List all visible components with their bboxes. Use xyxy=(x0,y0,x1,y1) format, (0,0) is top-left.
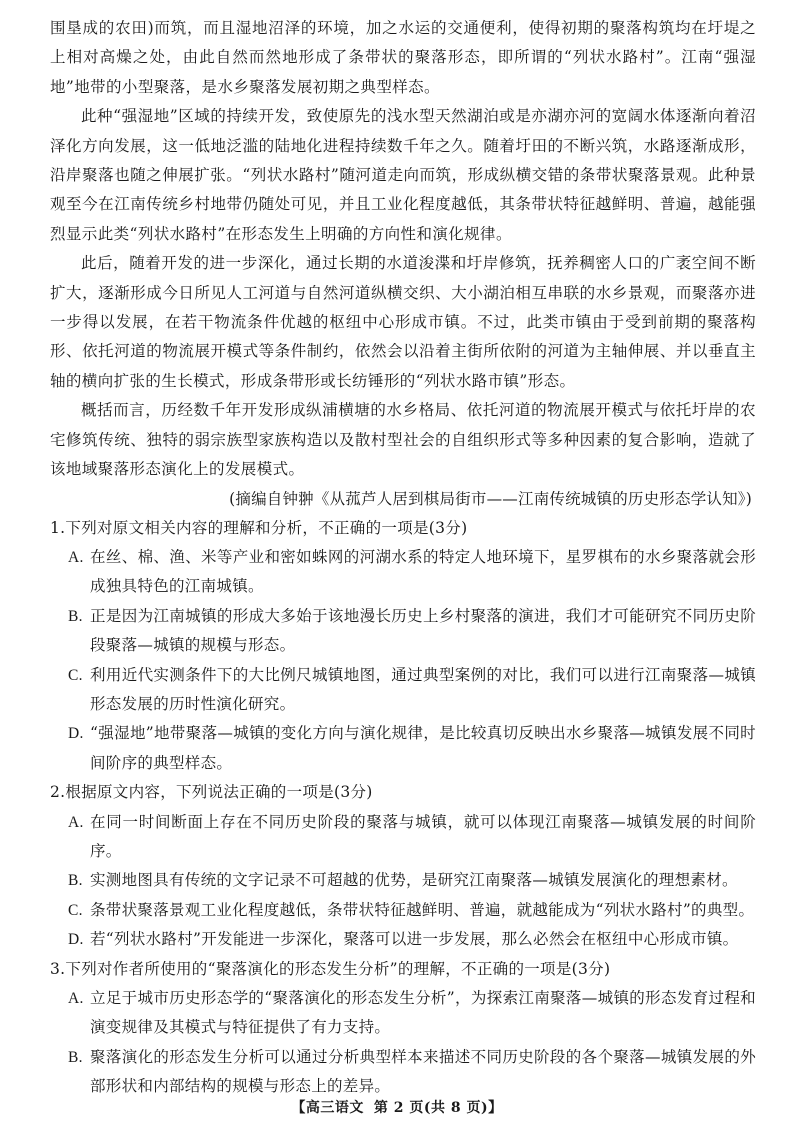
option-b[interactable] xyxy=(50,866,756,895)
reading-passage xyxy=(50,14,756,514)
footer-subject: 【高三语文 xyxy=(291,1100,364,1116)
option-a[interactable] xyxy=(50,984,756,1043)
option-text: 实测地图具有传统的文字记录不可超越的优势，是研究江南聚落—城镇发展演化的理想素材。 xyxy=(90,871,738,890)
option-letter: C. xyxy=(68,901,83,919)
option-letter: A. xyxy=(68,990,84,1007)
option-b[interactable] xyxy=(50,602,756,661)
option-a[interactable] xyxy=(50,808,756,867)
question-stem: 2.根据原文内容，下列说法正确的一项是(3分) xyxy=(50,783,373,802)
option-text: 聚落演化的形态发生分析可以通过分析典型样本来描述不同历史阶段的各个聚落—城镇发展的外部形状和内部结构的规模与形态上的差异。 xyxy=(90,1047,756,1096)
page-footer xyxy=(0,1097,794,1117)
passage-source: (摘编自钟翀《从菰芦人居到棋局街市——江南传统城镇的历史形态学认知》) xyxy=(229,489,752,508)
passage-paragraph-2: 此种“强湿地”区域的持续开发，致使原先的浅水型天然湖泊或是亦湖亦河的宽阔水体逐渐向着沼泽化方向发展，这一低地泛滥的陆地化进程持续数千年之久。随着圩田的不断兴筑，水路逐渐成形，沿岸聚落也随之伸展扩张。“列状水路村”随河道走向而筑，形成纵横交错的条带状聚落景观。此种景观至今在江南传统乡村地带仍随处可见，并且工业化程度越低，其条带状特征越鲜明、普遍，越能强烈显示此类“列状水路村”在形态发生上明确的方向性和演化规律。 xyxy=(50,107,756,243)
option-a[interactable] xyxy=(50,543,756,602)
question-stem: 3.下列对作者所使用的“聚落演化的形态发生分析”的理解，不正确的一项是(3分) xyxy=(50,959,611,978)
option-text: 正是因为江南城镇的形成大多始于该地漫长历史上乡村聚落的演进，我们才可能研究不同历史阶段聚落—城镇的规模与形态。 xyxy=(90,606,756,655)
option-letter: D. xyxy=(68,931,84,949)
option-text: 条带状聚落景观工业化程度越低，条带状特征越鲜明、普遍，就越能成为“列状水路村”的典型。 xyxy=(90,900,755,919)
option-letter: C. xyxy=(68,666,83,684)
option-text: 若“列状水路村”开发能进一步深化，聚落可以进一步发展，那么必然会在枢纽中心形成市镇。 xyxy=(90,930,739,949)
option-text: “强湿地”地带聚落—城镇的变化方向与演化规律，是比较真切反映出水乡聚落—城镇发展不同时间阶序的典型样态。 xyxy=(90,724,756,772)
option-d[interactable] xyxy=(50,719,756,778)
passage-paragraph-1: 围垦成的农田)而筑，而且湿地沼泽的环境，加之水运的交通便利，使得初期的聚落构筑均在圩堤之上相对高燥之处，由此自然而然地形成了条带状的聚落形态，即所谓的“列状水路村”。江南“强湿地”地带的小型聚落，是水乡聚落发展初期之典型样态。 xyxy=(50,19,756,96)
option-text: 在同一时间断面上存在不同历史阶段的聚落与城镇，就可以体现江南聚落—城镇发展的时间阶序。 xyxy=(90,812,756,860)
option-text: 立足于城市历史形态学的“聚落演化的形态发生分析”，为探索江南聚落—城镇的形态发育过程和演变规律及其模式与特征提供了有力支持。 xyxy=(90,989,756,1037)
question-1 xyxy=(50,514,756,779)
question-3 xyxy=(50,955,756,1102)
option-b[interactable] xyxy=(50,1043,756,1102)
option-letter: B. xyxy=(68,872,83,890)
passage-paragraph-4: 概括而言，历经数千年开发形成纵浦横塘的水乡格局、依托河道的物流展开模式与依托圩岸的农宅修筑传统、独特的弱宗族型家族构造以及散村型社会的自组织形式等多种因素的复合影响，造就了该地域聚落形态演化上的发展模式。 xyxy=(50,401,756,479)
question-2 xyxy=(50,778,756,954)
option-c[interactable] xyxy=(50,896,756,925)
option-c[interactable] xyxy=(50,661,756,720)
footer-page-number: 第 2 页(共 8 页)】 xyxy=(373,1100,503,1116)
option-letter: D. xyxy=(68,725,84,743)
option-text: 在丝、棉、渔、米等产业和密如蛛网的河湖水系的特定人地环境下，星罗棋布的水乡聚落就会形成独具特色的江南城镇。 xyxy=(90,547,756,596)
option-d[interactable] xyxy=(50,925,756,954)
question-stem: 1.下列对原文相关内容的理解和分析，不正确的一项是(3分) xyxy=(50,518,468,537)
option-letter: B. xyxy=(68,1048,83,1066)
option-text: 利用近代实测条件下的大比例尺城镇地图，通过典型案例的对比，我们可以进行江南聚落—城镇形态发展的历时性演化研究。 xyxy=(90,665,756,713)
option-letter: B. xyxy=(68,607,83,625)
option-letter: A. xyxy=(68,548,84,566)
option-letter: A. xyxy=(68,813,84,831)
passage-paragraph-3: 此后，随着开发的进一步深化，通过长期的水道浚渫和圩岸修筑，抚养稠密人口的广袤空间不断扩大，逐渐形成今日所见人工河道与自然河道纵横交织、大小湖泊相互串联的水乡景观，而聚落亦进一步得以发展，在若干物流条件优越的枢纽中心形成市镇。不过，此类市镇由于受到前期的聚落构形、依托河道的物流展开模式等条件制约，依然会以沿着主街所依附的河道为主轴伸展、并以垂直主轴的横向扩张的生长模式，形成条带形或长纺锤形的“列状水路市镇”形态。 xyxy=(50,254,756,390)
